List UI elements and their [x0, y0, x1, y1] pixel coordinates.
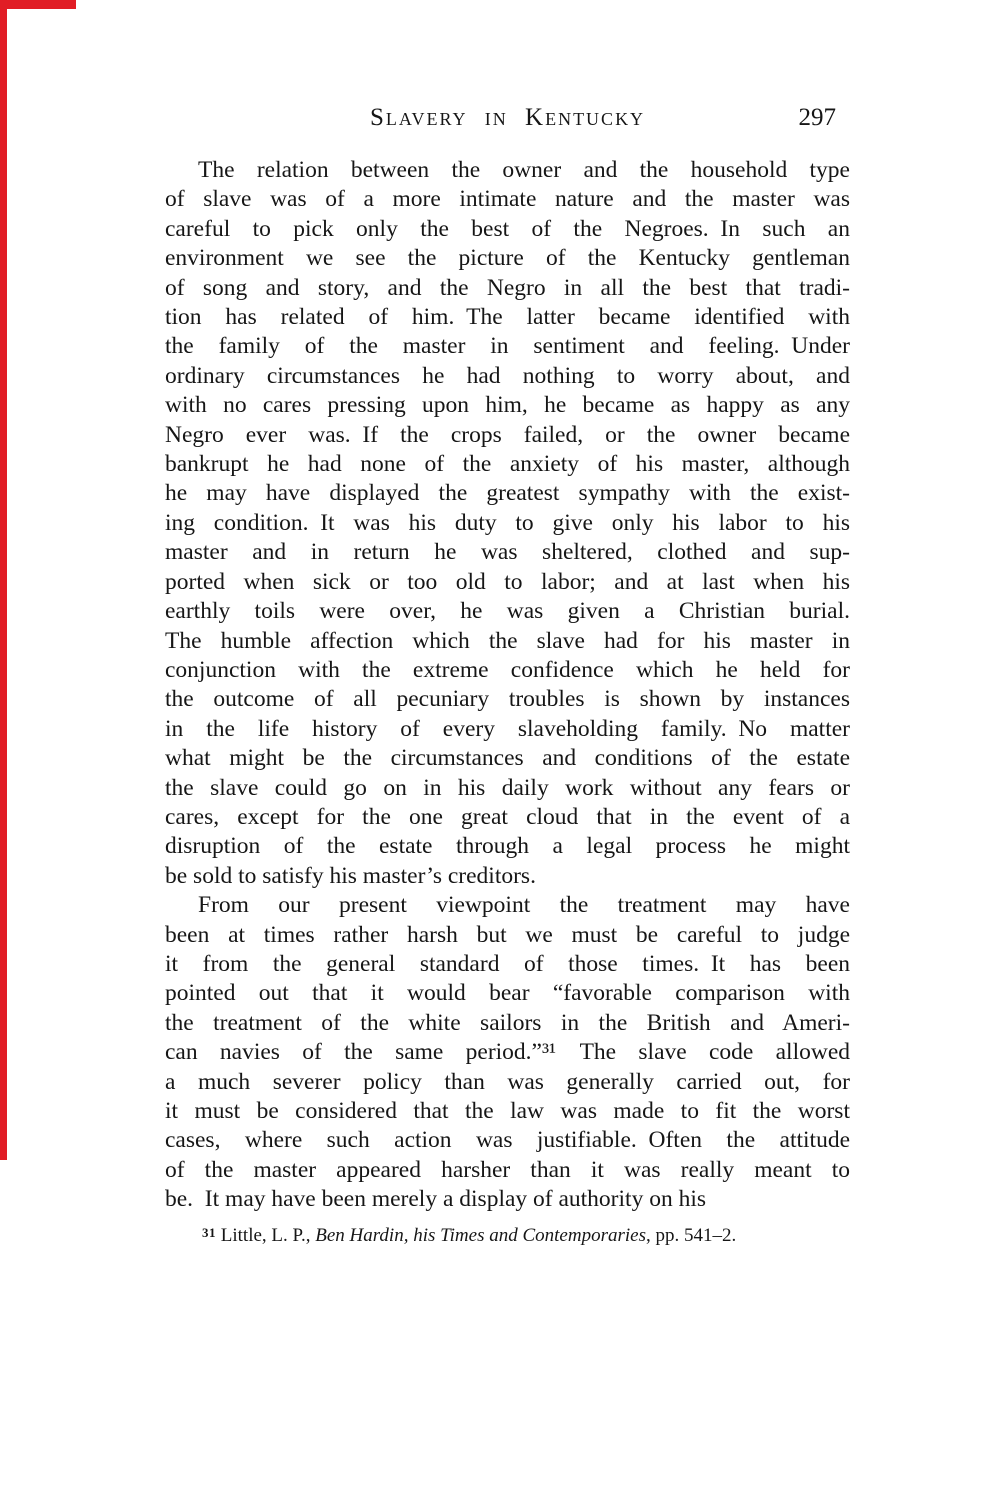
text-line: Negro ever was. If the crops failed, or the owner became [165, 421, 850, 448]
text-line: conjunction with the extreme confidence which he held for [165, 656, 850, 683]
text-line: careful to pick only the best of the Negroes. In such an [165, 215, 850, 242]
text-line: earthly toils were over, he was given a Christian burial. [165, 598, 850, 625]
text-line: tion has related of him. The latter became identified with [165, 304, 850, 331]
text-line: be sold to satisfy his master’s creditors. [165, 862, 536, 889]
text-line: cases, where such action was justifiable. Often the attitude [165, 1127, 850, 1154]
text-line: the treatment of the white sailors in the British and Ameri- [165, 1009, 850, 1036]
text-line: of the master appeared harsher than it was really meant to [165, 1156, 850, 1183]
text-line: be. It may have been merely a display of authority on his [165, 1186, 706, 1213]
text-line: master and in return he was sheltered, clothed and sup- [165, 539, 850, 566]
text-line: the family of the master in sentiment and feeling. Under [165, 333, 850, 360]
text-line: From our present viewpoint the treatment may have [198, 892, 850, 919]
text-line: can navies of the same period.”³¹ The slave code allowed [165, 1039, 850, 1066]
text-line: with no cares pressing upon him, he became as happy as any [165, 392, 850, 419]
text-line: The relation between the owner and the household type [198, 157, 850, 183]
text-line: ordinary circumstances he had nothing to worry about, and [165, 362, 850, 389]
text-line: disruption of the estate through a legal process he might [165, 833, 850, 860]
text-line: it must be considered that the law was made to fit the worst [165, 1098, 850, 1124]
red-scan-mark-top-edge [0, 0, 76, 9]
text-line: pointed out that it would bear “favorable comparison with [165, 980, 850, 1007]
text-line: in the life history of every slaveholding family. No matter [165, 715, 850, 742]
text-line: he may have displayed the greatest sympathy with the exist- [165, 480, 850, 507]
text-line: of song and story, and the Negro in all the best that tradi- [165, 274, 850, 301]
text-line: it from the general standard of those times. It has been [165, 950, 850, 977]
footnote [165, 1221, 855, 1248]
text-line: environment we see the picture of the Kentucky gentleman [165, 245, 850, 272]
running-title: Slavery in Kentucky [369, 104, 646, 131]
text-line: ing condition. It was his duty to give only his labor to his [165, 509, 850, 536]
footnote-marker: 31 [202, 1225, 216, 1240]
text-line: been at times rather harsh but we must be careful to judge [165, 921, 850, 948]
footnote-author: Little, L. P., [216, 1225, 316, 1246]
text-line: the slave could go on in his daily work without any fears or [165, 774, 850, 801]
text-line: a much severer policy than was generally carried out, for [165, 1068, 850, 1095]
text-line: The humble affection which the slave had for his master in [165, 627, 850, 654]
text-line: of slave was of a more intimate nature and the master was [165, 186, 850, 213]
text-line: bankrupt he had none of the anxiety of his master, although [165, 451, 850, 478]
footnote-title: Ben Hardin, his Times and Contemporaries [315, 1225, 646, 1246]
footnote-pages: , pp. 541–2. [645, 1225, 737, 1246]
text-line: cares, except for the one great cloud that in the event of a [165, 803, 850, 830]
page-number: 297 [798, 104, 836, 131]
page-header [165, 104, 850, 138]
text-line: the outcome of all pecuniary troubles is shown by instances [165, 686, 850, 713]
text-line: ported when sick or too old to labor; and at last when his [165, 568, 850, 595]
text-line: what might be the circumstances and conditions of the estate [165, 745, 850, 772]
red-scan-mark-left-edge [0, 0, 7, 1160]
page-body [165, 156, 850, 1215]
